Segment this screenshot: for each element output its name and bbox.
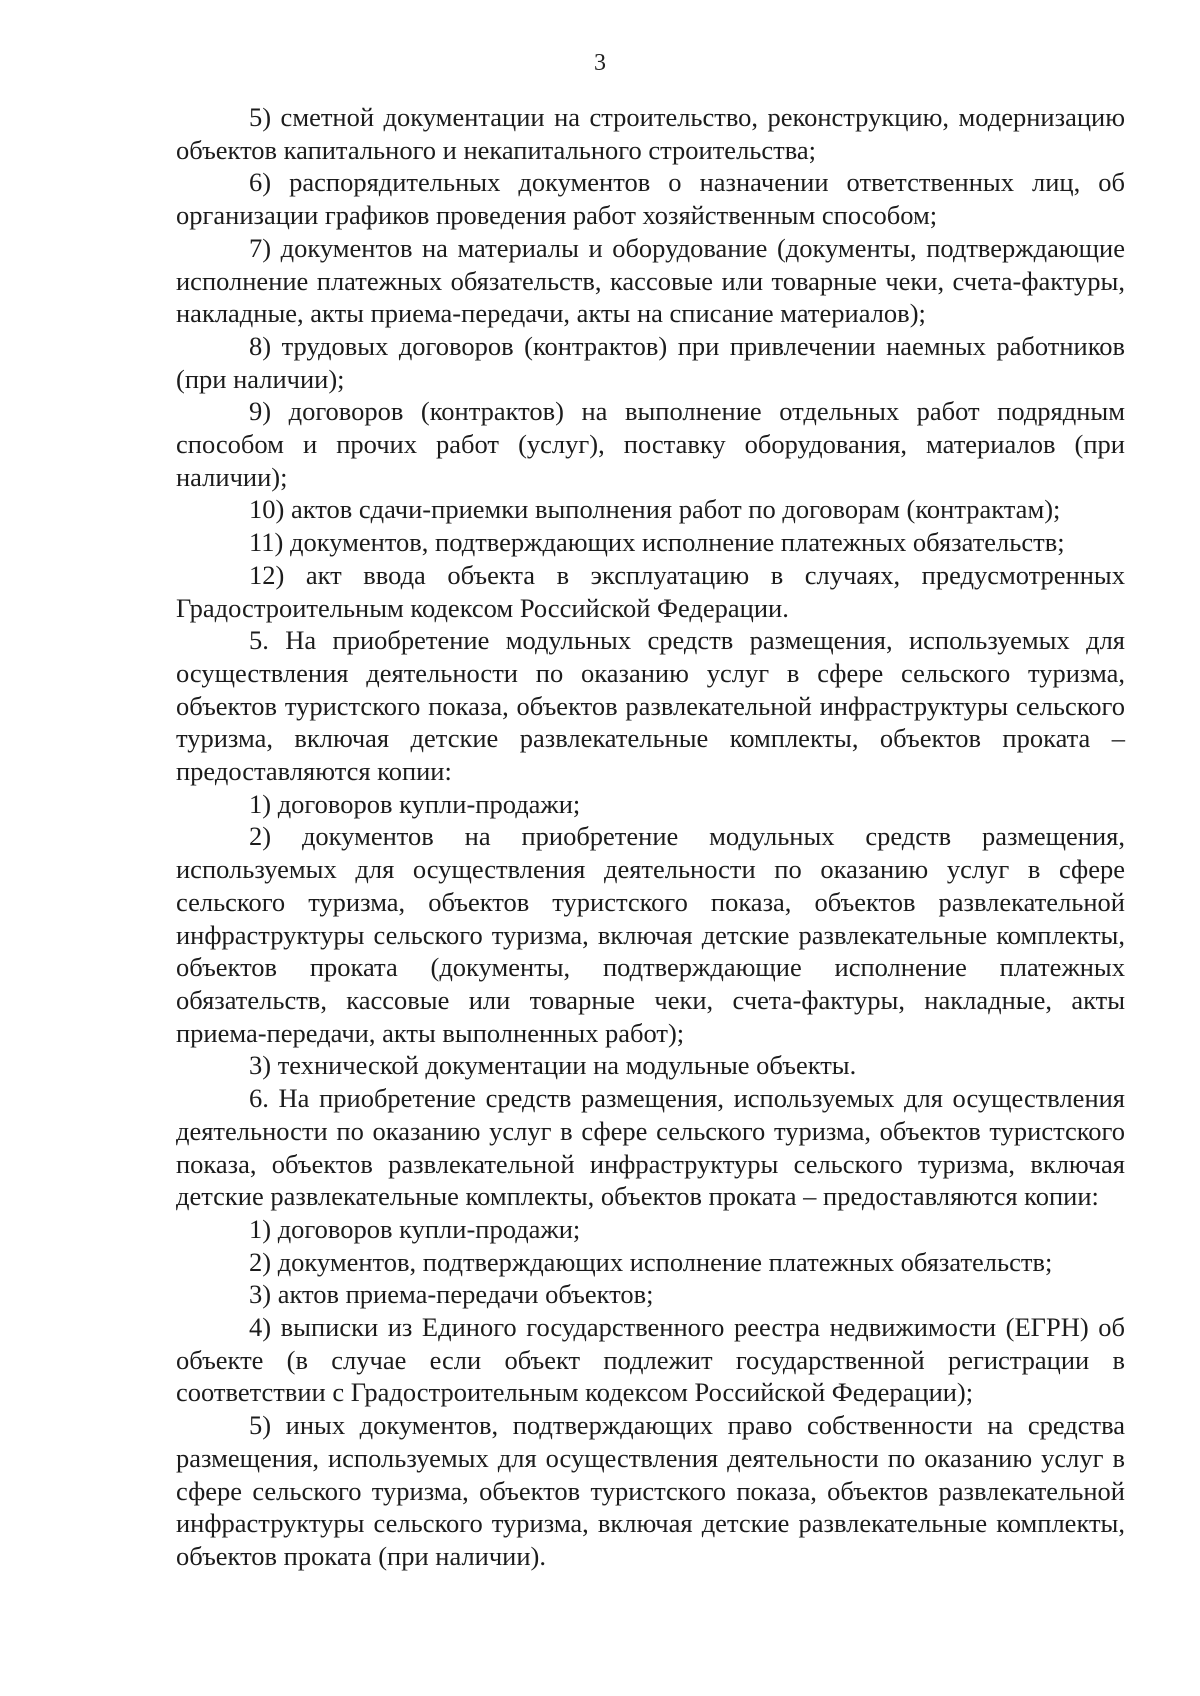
paragraph-item-5-estimate-docs: 5) сметной документации на строительство, реконструкцию, модернизацию объектов капитального и некапитального строительства; [176, 102, 1125, 165]
paragraph-item-10-acceptance-acts: 10) актов сдачи-приемки выполнения работ по договорам (контрактам); [249, 494, 1061, 525]
paragraph-s5-item-2-purchase-docs: 2) документов на приобретение модульных средств размещения, используемых для осуществления деятельности по оказанию услуг в сфере сельского туризма, объектов туристского показа, объектов развлекательной инфраструктуры сельского туризма, включая детские развлекательные комплекты, объектов проката (документы, подтверждающие исполнение платежных обязательств, кассовые или товарные чеки, счета-фактуры, накладные, акты приема-передачи, акты выполненных работ); [176, 821, 1125, 1048]
paragraph-s6-item-3-transfer-acts: 3) актов приема-передачи объектов; [249, 1279, 654, 1310]
paragraph-s6-item-4-egrn-extract: 4) выписки из Единого государственного реестра недвижимости (ЕГРН) об объекте (в случае если объект подлежит государственной регистрации в соответствии с Градостроительным кодексом Российской Федерации); [176, 1312, 1125, 1408]
paragraph-s5-item-3-technical-docs: 3) технической документации на модульные объекты. [249, 1050, 857, 1081]
document-body [176, 101, 1125, 1573]
paragraph-item-8-labor-contracts: 8) трудовых договоров (контрактов) при привлечении наемных работников (при наличии); [176, 330, 1125, 394]
page-number: 3 [594, 50, 606, 76]
paragraph-item-11-payment-docs: 11) документов, подтверждающих исполнение платежных обязательств; [249, 527, 1065, 558]
paragraph-item-12-commissioning-act: 12) акт ввода объекта в эксплуатацию в случаях, предусмотренных Градостроительным кодексом Российской Федерации. [176, 559, 1125, 623]
paragraph-s5-item-1-sale-contracts: 1) договоров купли-продажи; [249, 788, 581, 819]
paragraph-item-7-materials-docs: 7) документов на материалы и оборудование (документы, подтверждающие исполнение платежных обязательств, кассовые или товарные чеки, счета-фактуры, накладные, акты приема-передачи, акты на списание материалов); [176, 232, 1125, 329]
paragraph-section-5-modular-accommodation: 5. На приобретение модульных средств размещения, используемых для осуществления деятельности по оказанию услуг в сфере сельского туризма, объектов туристского показа, объектов развлекательной инфраструктуры сельского туризма, включая детские развлекательные комплекты, объектов проката – предоставляются копии: [176, 625, 1125, 787]
paragraph-item-6-administrative-docs: 6) распорядительных документов о назначении ответственных лиц, об организации графиков проведения работ хозяйственным способом; [176, 167, 1125, 231]
paragraph-item-9-contracts: 9) договоров (контрактов) на выполнение отдельных работ подрядным способом и прочих работ (услуг), поставку оборудования, материалов (при наличии); [176, 396, 1125, 492]
paragraph-section-6-accommodation: 6. На приобретение средств размещения, используемых для осуществления деятельности по оказанию услуг в сфере сельского туризма, объектов туристского показа, объектов развлекательной инфраструктуры сельского туризма, включая детские развлекательные комплекты, объектов проката – предоставляются копии: [176, 1083, 1125, 1212]
paragraph-s6-item-2-payment-docs: 2) документов, подтверждающих исполнение платежных обязательств; [249, 1246, 1053, 1277]
paragraph-s6-item-5-ownership-docs: 5) иных документов, подтверждающих право собственности на средства размещения, используемых для осуществления деятельности по оказанию услуг в сфере сельского туризма, объектов туристского показа, объектов развлекательной инфраструктуры сельского туризма, включая детские развлекательные комплекты, объектов проката (при наличии). [176, 1410, 1125, 1571]
paragraph-s6-item-1-sale-contracts: 1) договоров купли-продажи; [249, 1213, 581, 1244]
